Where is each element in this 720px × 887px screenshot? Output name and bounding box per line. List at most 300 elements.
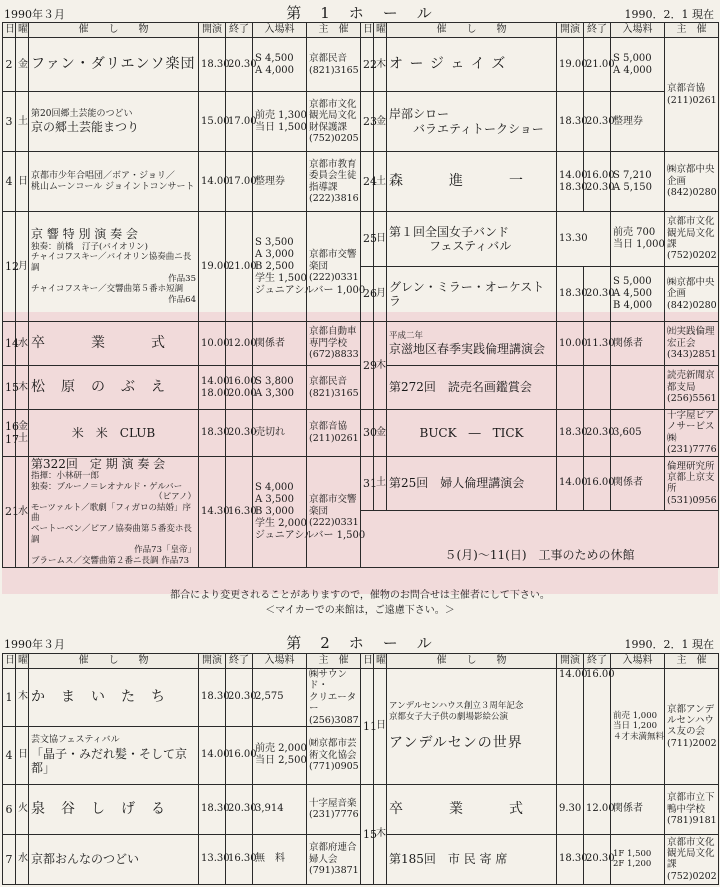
col-weekday: 曜 [374,23,387,38]
fee-cell [253,92,307,152]
closure-notice: ５(月)～11(日) 工事のための休館 [361,511,719,567]
event-title [29,726,199,784]
event-detail: ブラームス／交響曲第２番ニ長調 作品73 [31,555,190,566]
org-line: (781)9181 [667,815,717,827]
org-line: 指導課 [309,181,338,193]
event-main: 京の郷土芸能まつり [31,119,140,134]
weekday-cell: 金 [16,38,29,92]
organizer-cell [665,322,719,366]
org-line: (771)0905 [309,761,359,773]
weekday-cell: 木 [16,366,29,410]
end-time: 20.30 [226,784,253,834]
org-line: 鴨中学校 [667,803,706,815]
weekday-cell: 木 [374,38,387,92]
end-time: 21.00 [226,212,253,322]
organizer-cell [665,410,719,457]
event-title [387,669,557,785]
org-line: 専門学校 [309,337,348,349]
day-cell: 2 [3,38,16,92]
col-start: 開演 [199,23,226,38]
col-weekday: 曜 [374,654,387,669]
weekday-cell: 火 [16,784,29,834]
fee-cell: 3,605 [611,410,665,457]
fee-cell [611,366,665,410]
fee-cell: 関係者 [611,322,665,366]
fee-line: 1F 1,500 [613,849,652,860]
weekday-cell: 水 [16,456,29,567]
col-fee: 入場料 [611,654,665,669]
event-main: 「晶子・みだれ髪・そして京都」 [31,746,188,776]
col-end: 終了 [226,654,253,669]
org-line: ㈳実践倫理 [667,326,715,338]
fee-line: 前売 2,000 [255,743,307,755]
end-time: 21.00 [584,38,611,92]
start-time: 18.30 [199,38,226,92]
start-time: 14.00 [557,456,584,511]
org-line: (211)0261 [667,94,717,106]
start-time: 18.30 [199,784,226,834]
fee-line: B 3,000 [255,505,295,517]
fee-cell [611,834,665,884]
event-main: 第１回全国女子バンド [389,224,510,239]
fee-line: 当日 1,000 [613,239,665,250]
start-time: 9.30 [557,784,584,834]
day-cell: 22 [361,38,374,92]
col-day: 日 [361,23,374,38]
org-line: 読売新聞京 [667,370,715,382]
fee-line: 2F 1,200 [613,859,652,870]
org-line: 課 [667,239,677,250]
weekday-cell: 月 [16,212,29,322]
start-time: 10.00 [557,322,584,366]
org-line: 十字屋音楽 [309,798,357,810]
org-line: 京都市交響 [309,494,357,506]
fee-line: B 2,500 [255,260,295,272]
start-time [557,366,584,410]
weekday-cell: 土 [16,92,29,152]
fee-line: S 5,000 [613,276,652,287]
org-line: (752)0202 [667,870,717,882]
event-title [387,212,557,267]
fee-line: ジュニアシルバー 1,500 [255,529,366,541]
table-row [3,92,719,152]
fee-cell [611,152,665,212]
organizer-cell [307,726,361,784]
weekday-cell: 金 [374,410,387,457]
org-line: 術文化協会 [309,749,357,761]
organizer-cell [307,152,361,212]
org-line: 京都市交響 [309,249,357,261]
org-line: 委員会生徒 [309,170,357,182]
event-title [387,322,557,366]
org-line: ㈱京都中央 [667,276,715,288]
org-line: 財保護課 [309,121,348,133]
end-time: 20.30 [584,267,611,322]
event-detail: ベートーベン／ピアノ協奏曲第５番変ホ長調 [31,524,192,545]
table-row [3,152,719,212]
time-line: 18.00 [201,387,230,399]
org-line: 企画 [667,175,687,187]
org-line: 京都アンデ [667,703,715,715]
weekday-cell: 水 [16,322,29,366]
fee-cell: 3,914 [253,784,307,834]
table-row [3,38,719,92]
fee-line: A 4,000 [255,64,295,76]
hall2-month: 1990年３月 [4,638,65,651]
end-time: 12.00 [584,784,611,834]
fee-line: A 4,000 [613,64,653,76]
event-main: フェスティバル [429,239,512,253]
org-line: 婦人会 [309,853,338,865]
table-row [3,669,719,727]
start-time: 14.00 [199,152,226,212]
fee-line: B 4,000 [613,300,653,311]
fee-line: A 4,500 [613,288,653,299]
weekday-cell: 土 [374,456,387,511]
fee-cell [611,669,665,785]
event-title: か ま い た ち [29,669,199,727]
event-title: 第185回 市 民 寄 席 [387,834,557,884]
end-time: 16.00 [584,456,611,511]
fee-line: 学生 2,000 [255,517,307,529]
day-cell [3,410,19,457]
org-line: (343)2851 [667,349,717,361]
org-line: ノサービス㈱ [667,421,715,444]
fee-line: 前売 700 [613,227,656,238]
org-line: (231)7776 [309,809,359,821]
org-line: (752)0202 [667,250,717,262]
org-line: ㈱サウンド・ [309,669,348,692]
day-cell: 30 [361,410,374,457]
col-organizer: 主 催 [665,654,719,669]
org-line: (711)2002 [667,737,717,749]
org-line: (222)3816 [309,192,359,204]
notice [0,588,720,620]
day-cell: 3 [3,92,16,152]
weekday-line: 土 [18,432,28,444]
organizer-cell [665,366,719,410]
fee-cell [611,212,665,267]
event-detail: モーツァルト／歌劇「フィガロの結婚」序曲 [31,502,192,524]
end-time: 20.30 [226,669,253,727]
event-detail: 作品64 [168,294,196,305]
start-time: 18.30 [199,669,226,727]
event-main: 京滋地区春季実践倫理講演会 [389,341,546,356]
fee-line: S 4,000 [255,481,294,493]
end-time [584,152,615,212]
end-time: 20.30 [584,410,611,457]
hall1-month: 1990年３月 [4,8,65,21]
org-line: 都支局 [667,381,696,393]
fee-line: ４才未満無料 [613,731,665,742]
org-line: ㈶京都市芸 [309,738,357,750]
day-cell: 26 [361,267,374,322]
org-line: 観光局文化 [309,110,357,122]
org-line: (211)0261 [309,432,359,444]
col-fee: 入場料 [253,23,307,38]
col-organizer: 主 催 [665,23,719,38]
organizer-cell [665,784,719,834]
organizer-cell [665,38,719,152]
event-title [29,456,199,567]
weekday-cell: 月 [374,267,387,322]
weekday-cell [16,410,29,457]
col-start: 開演 [199,654,226,669]
org-line: (231)7776 [667,444,717,456]
end-time: 20.30 [584,92,611,152]
notice-line: 都合により変更されることがありますので，催物のお問合せは主催者にして下さい。 [170,590,550,601]
end-time: 20.30 [584,834,611,884]
event-detail: 平成二年 [389,330,424,341]
weekday-cell: 木 [374,784,387,884]
fee-line: S 5,000 [613,52,652,64]
event-title: 卒 業 式 [29,322,199,366]
org-line: 京都市文化 [309,98,357,110]
org-line: クリエーター [309,691,357,715]
fee-line: A 3,300 [255,387,295,399]
org-line: 京都府連合 [309,842,357,854]
org-line: 楽団 [309,505,329,517]
org-line: (842)0280 [667,187,717,199]
event-detail: （ピアノ） [154,492,196,503]
hall2-title: 第 2 ホ ー ル [286,634,434,652]
time-line: 20.00 [228,387,257,399]
day-cell: 23 [361,92,374,152]
table-row [3,456,719,511]
end-time: 20.30 [226,410,253,457]
fee-line: ジュニアシルバー 1,000 [255,284,366,296]
event-detail: 指揮：小林研一郎 [31,470,100,481]
event-detail: 作品73「皇帝」 [134,545,196,556]
start-time: 18.30 [199,410,226,457]
event-title [29,212,199,322]
start-time: 14.00 [557,669,584,785]
org-line: 企画 [667,288,687,300]
col-day: 日 [361,654,374,669]
col-fee: 入場料 [253,654,307,669]
org-line: (222)0331 [309,517,359,529]
fee-line: S 4,500 [255,52,294,64]
fee-cell [253,726,307,784]
org-line: (791)3871 [309,865,359,877]
weekday-cell: 日 [374,212,387,267]
day-cell: 12 [3,212,16,322]
fee-line: A 5,150 [613,181,653,193]
event-title: 卒 業 式 [387,784,557,834]
org-line: 倫理研究所 [667,460,715,472]
day-cell: 4 [3,726,16,784]
col-organizer: 主 催 [307,654,361,669]
organizer-cell [665,267,719,322]
hall2-header-row [3,654,719,669]
day-line: 16 [5,419,19,433]
fee-cell [253,366,307,410]
organizer-cell [665,669,719,785]
table-row [3,212,719,267]
fee-line: 当日 2,500 [255,755,307,767]
event-main: 第322回 定 期 演 奏 会 [31,456,166,471]
end-time: 17.00 [226,152,253,212]
org-line: 課 [667,859,677,871]
fee-line: 当日 1,200 [613,721,658,732]
organizer-cell [307,669,361,727]
end-time: 20.30 [226,38,253,92]
day-cell: 4 [3,152,16,212]
end-time: 16.30 [226,456,253,567]
hall1-header [0,0,720,22]
event-title: 松 原 の ぶ え [29,366,199,410]
col-fee: 入場料 [611,23,665,38]
fee-cell: 無 料 [253,834,307,884]
fee-line: S 3,500 [255,236,294,248]
fee-cell [611,267,665,322]
organizer-cell [307,784,361,834]
time-line: 20.30 [586,181,615,193]
end-time: 16.30 [226,834,253,884]
org-line: 京都市文化 [667,216,715,228]
time-line: 14.00 [559,169,588,181]
org-line: (531)0956 [667,494,717,506]
fee-line: S 3,800 [255,375,294,387]
col-organizer: 主 催 [307,23,361,38]
weekday-cell: 木 [374,322,387,410]
event-title: 泉 谷 し げ る [29,784,199,834]
org-line: 宏正会 [667,337,696,349]
col-end: 終了 [584,654,611,669]
time-line: 14.00 [201,375,230,387]
org-line: (256)5561 [667,393,717,405]
org-line: (821)3165 [309,64,359,76]
org-line: ス友の会 [667,726,706,738]
organizer-cell [307,92,361,152]
event-detail: 独奏：前橋 汀子(バイオリン) [31,241,148,252]
table-row [3,784,719,834]
col-day: 日 [3,23,16,38]
time-line: 16.00 [228,375,257,387]
weekday-cell: 日 [374,669,387,785]
event-title: ファン・ダリエンソ楽団 [29,38,199,92]
col-weekday: 曜 [16,23,29,38]
start-time: 15.00 [199,92,226,152]
hall2-schedule-table [2,653,719,885]
event-line: 桃山ムーンコール ジョイントコンサート [31,181,195,192]
end-time: 11.30 [584,322,611,366]
start-time: 19.00 [557,38,584,92]
day-cell: 21 [3,456,16,567]
day-cell: 29 [361,322,374,410]
start-time: 13.30 [557,212,611,267]
end-time: 16.00 [226,726,253,784]
end-time [584,366,611,410]
event-title: 第272回 読売名画鑑賞会 [387,366,557,410]
col-event: 催 し 物 [29,654,199,669]
fee-line: A 3,000 [255,248,295,260]
day-cell: 15 [3,366,16,410]
org-line: (752)0205 [309,132,359,144]
day-cell: 11 [361,669,374,785]
day-cell: 25 [361,212,374,267]
start-time [199,366,230,410]
fee-line: 前売 1,300 [255,109,307,121]
org-line: (222)0331 [309,272,359,284]
col-end: 終了 [226,23,253,38]
fee-cell: 整理券 [253,152,307,212]
fee-cell: 関係者 [611,456,665,511]
start-time: 19.00 [199,212,226,322]
end-time: 17.00 [226,92,253,152]
start-time: 10.00 [199,322,226,366]
organizer-cell [307,38,361,92]
org-line: 京都音協 [309,421,348,433]
org-line: (821)3165 [309,387,359,399]
organizer-cell [307,410,361,457]
col-event: 催 し 物 [29,23,199,38]
org-line: 京都上京支 [667,472,715,483]
fee-line: S 7,210 [613,169,652,181]
start-time: 18.30 [557,410,584,457]
organizer-cell [307,456,361,567]
event-title: BUCK ― TICK [387,410,557,457]
weekday-line: 金 [18,420,28,432]
event-detail: アンデルセンハウス創立３周年記念 [389,701,524,712]
parking-notice: ＜マイカーでの来館は，ご遠慮下さい。＞ [265,605,455,616]
fee-cell: 売切れ [253,410,307,457]
fee-line: 前売 1,000 [613,711,658,722]
col-event: 催 し 物 [387,23,557,38]
fee-cell [253,38,307,92]
hall1-title: 第 1 ホ ー ル [286,4,434,22]
event-title: オ ー ジ ェ イ ズ [387,38,557,92]
col-day: 日 [3,654,16,669]
end-time: 12.00 [226,322,253,366]
weekday-cell: 金 [374,92,387,152]
org-line: ルセンハウ [667,715,714,727]
hall1-header-row [3,23,719,38]
org-line: (256)3087 [309,714,359,726]
event-title [29,92,199,152]
day-cell: 15 [361,784,374,884]
col-event: 催 し 物 [387,654,557,669]
event-line: 京都市少年合唱団／ボア・ジョリ／ [31,170,175,181]
event-detail: 作品35 [168,273,196,284]
day-cell: 14 [3,322,16,366]
org-line: 所 [667,483,677,495]
organizer-cell [307,322,361,366]
event-title: 第25回 婦人倫理講演会 [387,456,557,511]
fee-cell: 関係者 [253,322,307,366]
table-row [3,322,719,366]
weekday-cell: 日 [16,152,29,212]
day-cell: 1 [3,669,16,727]
organizer-cell [665,834,719,884]
org-line: 楽団 [309,260,329,272]
org-line: 京都音協 [667,83,706,95]
event-title: 森 進 一 [387,152,557,212]
event-main: 岸部シロー [389,107,450,122]
organizer-cell [665,456,719,511]
org-line: 京都市文化 [667,836,715,848]
fee-cell: 2,575 [253,669,307,727]
start-time: 14.00 [199,726,226,784]
time-line: 16.00 [586,169,615,181]
col-weekday: 曜 [16,654,29,669]
fee-line: 学生 1,500 [255,272,307,284]
org-line: 京都民音 [309,53,348,65]
hall2-header [0,630,720,652]
table-row [3,410,719,457]
start-time: 14.30 [199,456,226,567]
time-line: 18.30 [559,181,588,193]
